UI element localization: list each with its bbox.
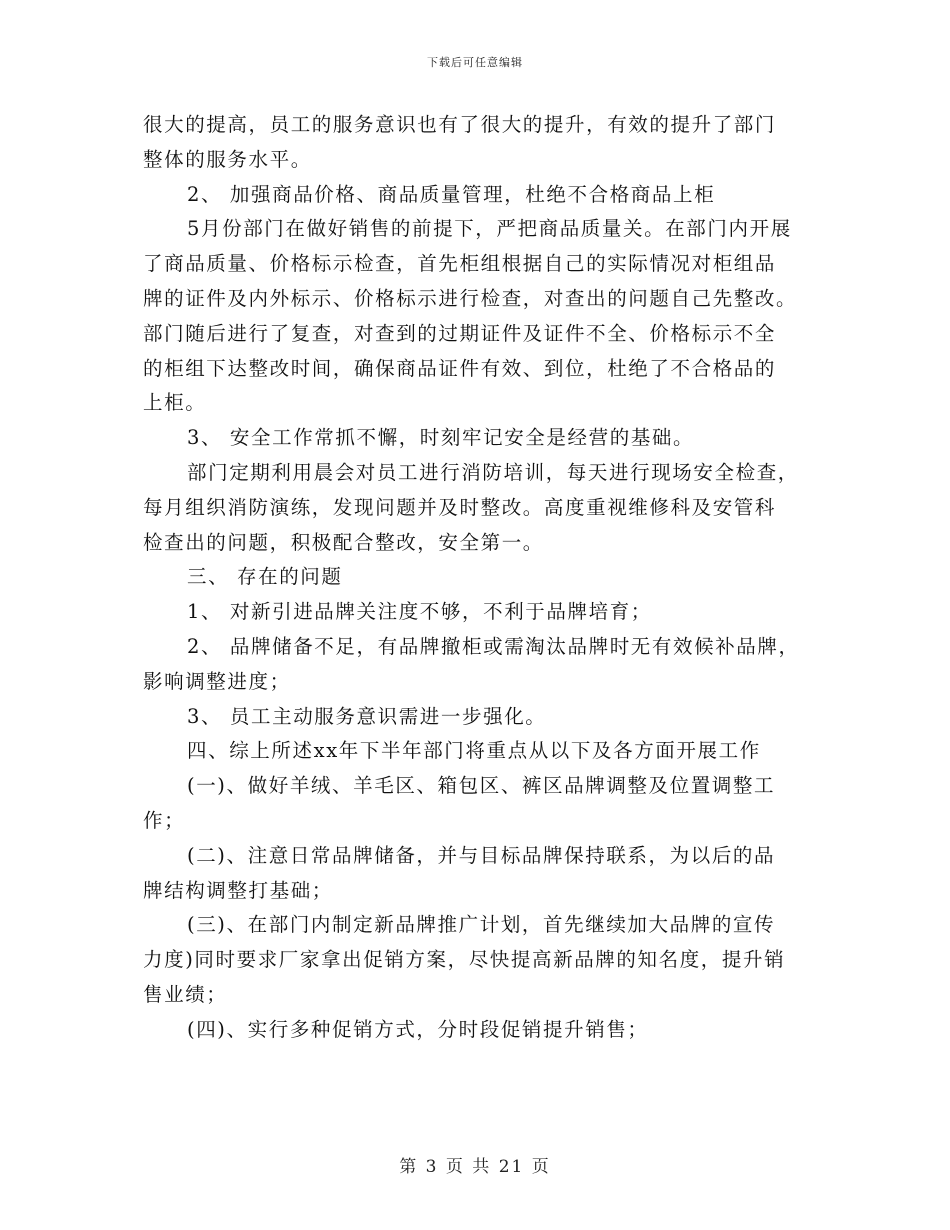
text-line: 的柜组下达整改时间，确保商品证件有效、到位，杜绝了不合格品的: [143, 356, 777, 380]
page-header: 下载后可任意编辑: [427, 56, 523, 69]
text-line: 作；: [143, 808, 186, 832]
text-line: 3、 安全工作常抓不懈，时刻牢记安全是经营的基础。: [187, 426, 695, 450]
text-line: 部门随后进行了复查，对查到的过期证件及证件不全、价格标示不全: [143, 321, 777, 345]
text-line: 上柜。: [143, 391, 207, 415]
text-line: 5月份部门在做好销售的前提下，严把商品质量关。在部门内开展: [187, 217, 792, 241]
text-line: 很大的提高，员工的服务意识也有了很大的提升，有效的提升了部门: [143, 113, 777, 136]
text-line: 售业绩；: [143, 982, 228, 1006]
page-footer: 第 3 页 共 21 页: [399, 1157, 551, 1177]
section-heading: 四、综上所述xx年下半年部门将重点从以下及各方面开展工作: [187, 739, 761, 763]
section-heading: 三、 存在的问题: [187, 565, 343, 589]
document-body: [143, 108, 808, 1048]
text-line: 力度)同时要求厂家拿出促销方案，尽快提高新品牌的知名度，提升销: [143, 948, 786, 972]
text-line: 3、 员工主动服务意识需进一步强化。: [187, 704, 547, 728]
text-line: (三)、在部门内制定新品牌推广计划，首先继续加大品牌的宣传: [187, 913, 776, 937]
text-line: 了商品质量、价格标示检查，首先柜组根据自己的实际情况对柜组品: [143, 252, 777, 276]
text-line: 2、 品牌储备不足，有品牌撤柜或需淘汰品牌时无有效候补品牌，: [187, 634, 800, 658]
text-line: 每月组织消防演练，发现问题并及时整改。高度重视维修科及安管科: [143, 495, 777, 519]
text-line: 整体的服务水平。: [143, 147, 312, 171]
text-line: 1、 对新引进品牌关注度不够，不利于品牌培育；: [187, 600, 652, 624]
text-line: 部门定期利用晨会对员工进行消防培训，每天进行现场安全检查，: [187, 460, 799, 484]
text-line: 牌结构调整打基础；: [143, 878, 333, 902]
text-line: 牌的证件及内外标示、价格标示进行检查，对查出的问题自己先整改。: [143, 286, 798, 310]
text-line: (一)、做好羊绒、羊毛区、箱包区、裤区品牌调整及位置调整工: [187, 774, 776, 798]
text-line: 2、 加强商品价格、商品质量管理，杜绝不合格商品上柜: [187, 182, 716, 206]
text-line: (二)、注意日常品牌储备，并与目标品牌保持联系，为以后的品: [187, 843, 776, 867]
text-line: 影响调整进度；: [143, 669, 291, 693]
text-line: (四)、实行多种促销方式，分时段促销提升销售；: [187, 1017, 649, 1041]
text-line: 检查出的问题，积极配合整改，安全第一。: [143, 530, 544, 554]
